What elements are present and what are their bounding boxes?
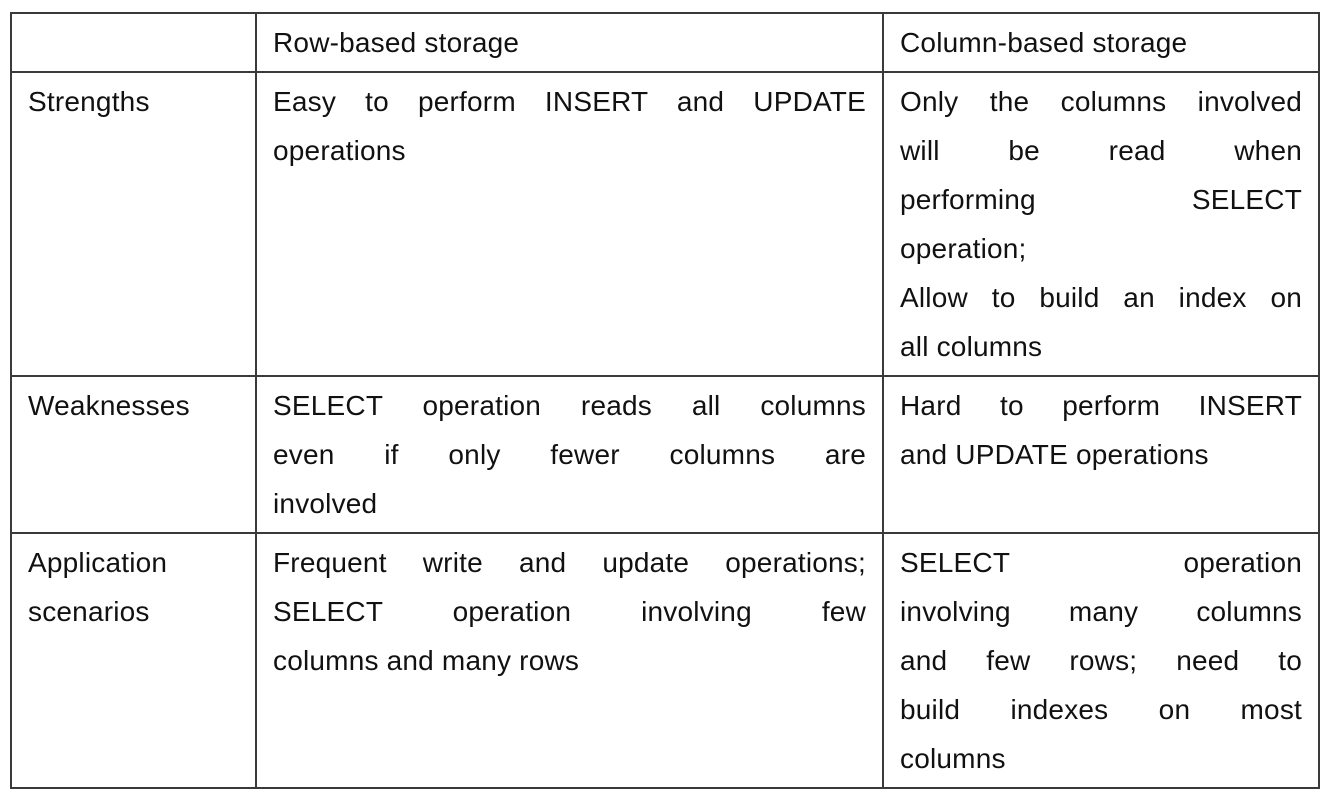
cell-line: columns and many rows (273, 645, 580, 676)
weaknesses-row-based-cell (256, 376, 883, 533)
row-label-line: scenarios (28, 596, 150, 627)
cell-line: all columns (900, 331, 1043, 362)
application-column-based-cell (883, 533, 1319, 788)
cell-line: build indexes on most (900, 694, 1302, 725)
cell-line: SELECT operation involving few (273, 596, 866, 627)
cell-line: Easy to perform INSERT and UPDATE (273, 86, 866, 117)
cell-line: and UPDATE operations (900, 439, 1209, 470)
header-blank-cell (11, 13, 256, 72)
storage-comparison-table (10, 12, 1320, 789)
cell-line: operation; (900, 233, 1027, 264)
row-label-weaknesses: Weaknesses (11, 376, 256, 533)
cell-line: SELECT operation (900, 547, 1302, 578)
row-label-line: Application (28, 547, 168, 578)
weaknesses-column-based-cell (883, 376, 1319, 533)
application-row-based-cell (256, 533, 883, 788)
cell-line: Only the columns involved (900, 86, 1302, 117)
header-row-based: Row-based storage (256, 13, 883, 72)
cell-line: involving many columns (900, 596, 1302, 627)
cell-line: will be read when (900, 135, 1302, 166)
cell-line: even if only fewer columns are (273, 439, 866, 470)
table-row-strengths (11, 72, 1319, 376)
cell-line: and few rows; need to (900, 645, 1302, 676)
row-label-strengths: Strengths (11, 72, 256, 376)
cell-line: Frequent write and update operations; (273, 547, 866, 578)
strengths-row-based-cell (256, 72, 883, 376)
table-row-weaknesses (11, 376, 1319, 533)
cell-line: involved (273, 488, 378, 519)
header-column-based: Column-based storage (883, 13, 1319, 72)
table-row-application-scenarios (11, 533, 1319, 788)
strengths-column-based-cell (883, 72, 1319, 376)
cell-line: performing SELECT (900, 184, 1302, 215)
cell-line: SELECT operation reads all columns (273, 390, 866, 421)
table-header-row (11, 13, 1319, 72)
cell-line: Allow to build an index on (900, 282, 1302, 313)
cell-line: columns (900, 743, 1006, 774)
cell-line: operations (273, 135, 406, 166)
row-label-application-scenarios (11, 533, 256, 788)
cell-line: Hard to perform INSERT (900, 390, 1302, 421)
